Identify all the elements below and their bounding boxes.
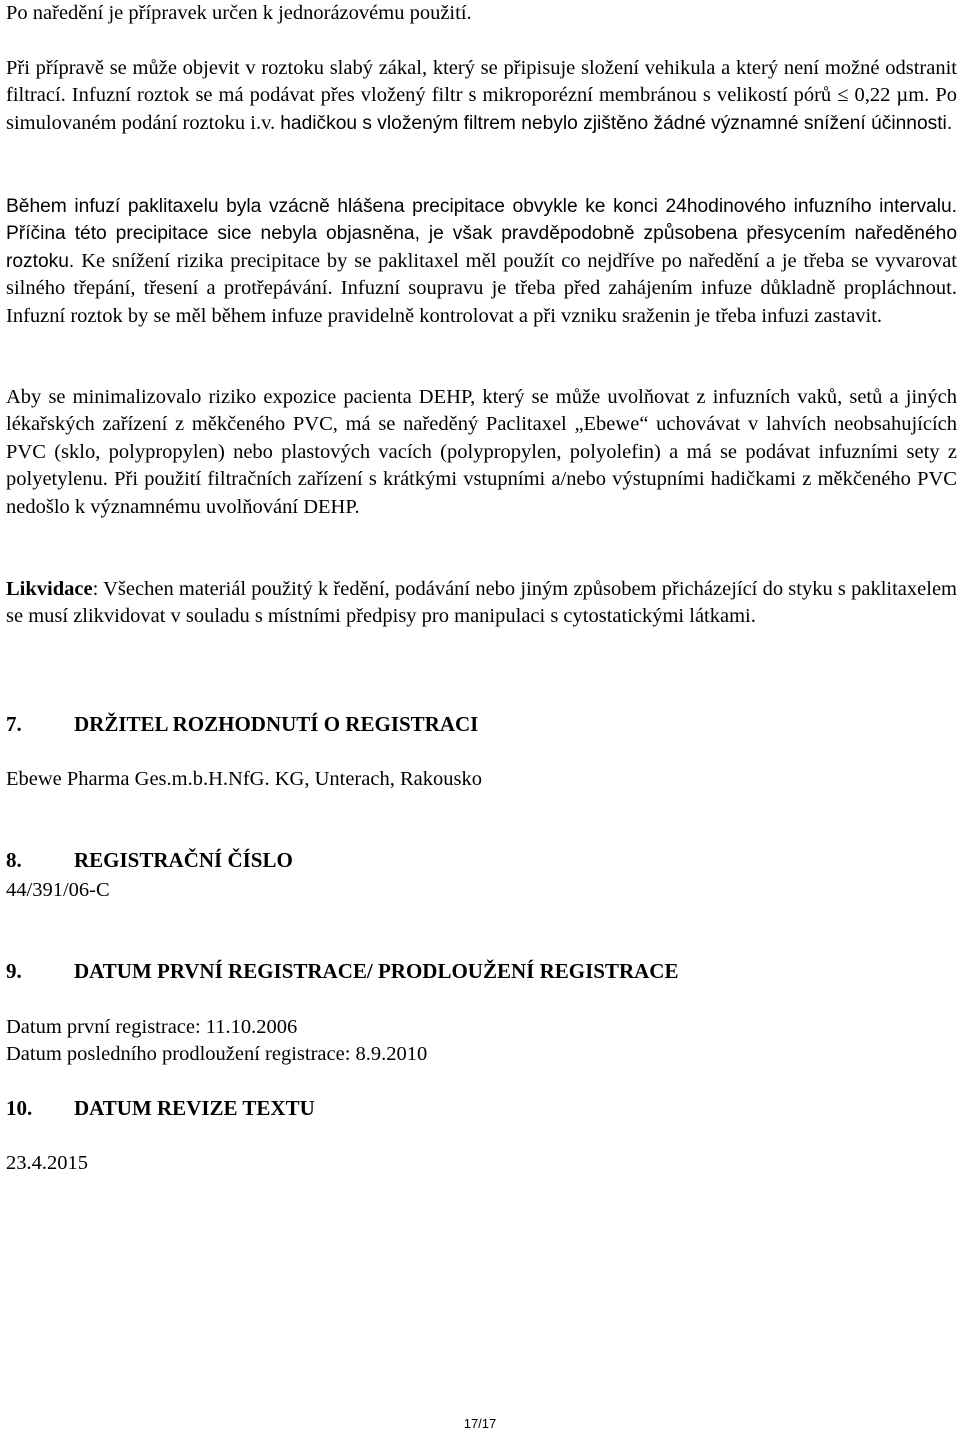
filtration-text: Při přípravě se může objevit v roztoku slabý zákal, který se připisuje složení vehikula a který není možné odstranit filtrací. Infuzní roztok se má podávat přes vložený filtr s mikroporézní membránou s velikostí pórů ≤ 0,22 µm. Po simulovaném podání roztoku i.v.	[6, 57, 957, 134]
paragraph-dehp	[6, 384, 957, 521]
precipitation-text-b: Příčina této precipitace sice nebyla objasněna, je však pravděpodobně způsobena přesycením naředěného roztoku.	[6, 223, 957, 272]
first-registration-date: Datum první registrace: 11.10.2006	[6, 1016, 298, 1038]
section-8-number: 8.	[6, 848, 22, 872]
paragraph-filtration	[6, 55, 957, 137]
filtration-text-sans: hadičkou s vloženým filtrem nebylo zjištěno žádné významné snížení účinnosti.	[280, 112, 953, 134]
precipitation-text-a: Během infuzí paklitaxelu byla vzácně hlášena precipitace obvykle ke konci 24hodinového infuzního intervalu.	[6, 196, 957, 217]
paragraph-single-use	[6, 0, 472, 27]
section-9-title: DATUM PRVNÍ REGISTRACE/ PRODLOUŽENÍ REGISTRACE	[74, 959, 679, 983]
dehp-text: Aby se minimalizovalo riziko expozice pacienta DEHP, který se může uvolňovat z infuzních vaků, setů a jiných lékařských zařízení z měkčeného PVC, má se naředěný Paclitaxel „Ebewe“ uchovávat v lahvích neobsahujících PVC (sklo, polypropylen) nebo plastových vacích (polypropylen, polyolefin) a má se podávat infuzními sety z polyetylenu. Při použití filtračních zařízení s krátkými vstupními a/nebo výstupními hadičkami z měkčeného PVC nedošlo k významnému uvolňování DEHP.	[6, 386, 957, 518]
marketing-authorisation-holder: Ebewe Pharma Ges.m.b.H.NfG. KG, Unterach, Rakousko	[6, 768, 482, 790]
last-renewal-date: Datum posledního prodloužení registrace: 8.9.2010	[6, 1043, 428, 1065]
section-10-number: 10.	[6, 1096, 33, 1120]
single-use-text: Po naředění je přípravek určen k jednorázovému použití.	[6, 2, 472, 24]
section-8-heading	[6, 847, 293, 874]
section-10-title: DATUM REVIZE TEXTU	[74, 1096, 315, 1120]
precipitation-text-c: Ke snížení rizika precipitace by se paklitaxel měl použít co nejdříve po naředění a je třeba se vyvarovat silného třepání, třesení a protřepávání. Infuzní soupravu je třeba před zahájením infuze důkladně propláchnout. Infuzní roztok by se měl během infuze pravidelně kontrolovat a při vzniku sraženin je třeba infuzi zastavit.	[6, 249, 957, 327]
disposal-label: Likvidace	[6, 578, 93, 600]
registration-number: 44/391/06-C	[6, 879, 110, 901]
section-7-number: 7.	[6, 712, 22, 736]
section-9-number: 9.	[6, 959, 22, 983]
section-10-heading	[6, 1095, 315, 1122]
disposal-text: : Všechen materiál použitý k ředění, podávání nebo jiným způsobem přicházející do styku s paklitaxelem se musí zlikvidovat v souladu s místními předpisy pro manipulaci s cytostatickými látkami.	[6, 578, 957, 628]
paragraph-disposal	[6, 576, 957, 631]
page-number: 17/17	[463, 1416, 497, 1431]
section-8-title: REGISTRAČNÍ ČÍSLO	[74, 848, 293, 872]
paragraph-precipitation	[6, 193, 957, 330]
revision-date: 23.4.2015	[6, 1152, 88, 1174]
section-7-heading	[6, 711, 478, 738]
section-9-heading	[6, 958, 678, 985]
section-7-title: DRŽITEL ROZHODNUTÍ O REGISTRACI	[74, 712, 479, 736]
